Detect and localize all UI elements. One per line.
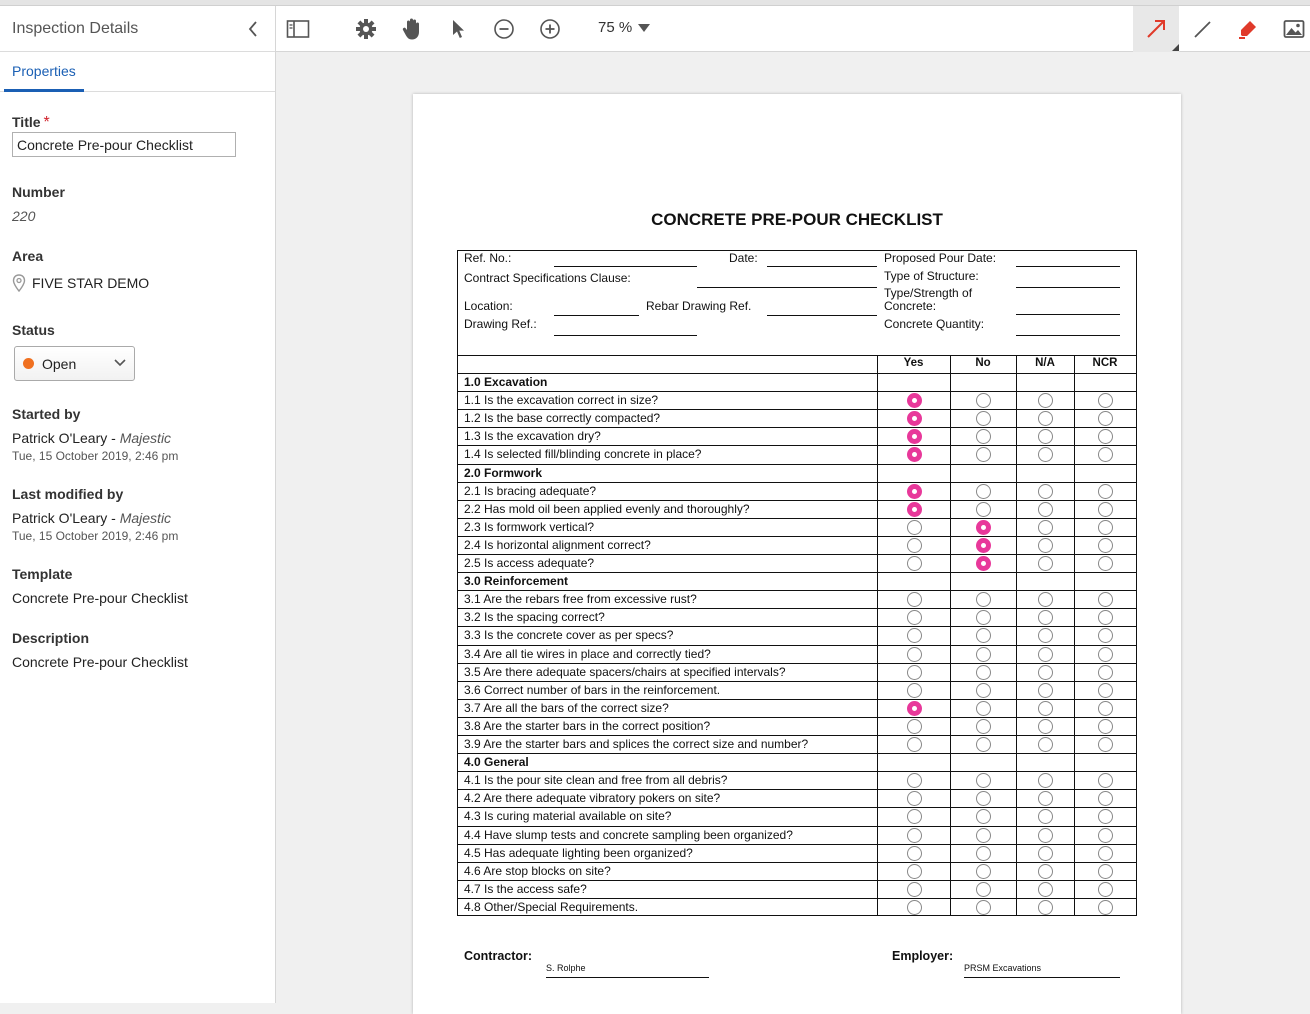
radio-na[interactable] bbox=[1038, 719, 1053, 734]
submenu-corner-icon bbox=[1172, 44, 1179, 51]
radio-no[interactable] bbox=[976, 665, 991, 680]
zoom-out-icon bbox=[493, 18, 515, 40]
row-line bbox=[457, 518, 1137, 519]
drawing-ref-line bbox=[554, 335, 697, 336]
section-heading: 2.0 Formwork bbox=[464, 465, 543, 480]
title-field-label bbox=[12, 114, 50, 132]
last-modified-name: Patrick O'Leary - bbox=[12, 510, 116, 526]
employer-label: Employer: bbox=[892, 949, 954, 963]
radio-no[interactable] bbox=[976, 701, 991, 716]
grid-column-line bbox=[1074, 355, 1075, 915]
hand-icon bbox=[401, 17, 423, 41]
radio-no[interactable] bbox=[976, 411, 991, 426]
radio-ncr[interactable] bbox=[1098, 864, 1113, 879]
radio-na[interactable] bbox=[1038, 737, 1053, 752]
row-line bbox=[457, 373, 1137, 374]
highlighter-icon bbox=[1237, 18, 1259, 40]
table-border-top bbox=[457, 250, 1137, 251]
status-label: Status bbox=[12, 322, 55, 338]
radio-na[interactable] bbox=[1038, 411, 1053, 426]
radio-na[interactable] bbox=[1038, 828, 1053, 843]
radio-ncr[interactable] bbox=[1098, 628, 1113, 643]
drawing-ref-label: Drawing Ref.: bbox=[464, 317, 537, 331]
radio-ncr[interactable] bbox=[1098, 737, 1113, 752]
type-of-structure-line bbox=[1016, 287, 1120, 288]
row-line bbox=[457, 880, 1137, 881]
radio-na[interactable] bbox=[1038, 628, 1053, 643]
table-border-bottom bbox=[457, 915, 1137, 916]
radio-yes[interactable] bbox=[907, 882, 922, 897]
row-line bbox=[457, 409, 1137, 410]
line-icon bbox=[1191, 18, 1213, 40]
contract-clause-line bbox=[697, 287, 877, 288]
last-modified-org: Majestic bbox=[119, 510, 172, 526]
radio-na[interactable] bbox=[1038, 864, 1053, 879]
contractor-line bbox=[546, 977, 709, 978]
radio-na[interactable] bbox=[1038, 538, 1053, 553]
chevron-down-icon bbox=[114, 358, 126, 368]
row-line bbox=[457, 771, 1137, 772]
radio-yes[interactable] bbox=[907, 592, 922, 607]
radio-ncr[interactable] bbox=[1098, 520, 1113, 535]
status-dot-icon bbox=[23, 358, 34, 369]
date-label: Date: bbox=[729, 251, 758, 265]
checklist-question: 3.1 Are the rebars free from excessive rust? bbox=[464, 592, 697, 607]
radio-na[interactable] bbox=[1038, 429, 1053, 444]
proposed-pour-date-line bbox=[1016, 266, 1120, 267]
radio-ncr[interactable] bbox=[1098, 846, 1113, 861]
column-header: NCR bbox=[1092, 357, 1118, 369]
radio-na[interactable] bbox=[1038, 610, 1053, 625]
zoom-level-dropdown[interactable] bbox=[598, 19, 650, 36]
required-mark: * bbox=[43, 114, 50, 131]
number-label: Number bbox=[12, 184, 65, 200]
radio-na[interactable] bbox=[1038, 484, 1053, 499]
row-line bbox=[457, 590, 1137, 591]
radio-no[interactable] bbox=[976, 773, 991, 788]
pointer-icon bbox=[450, 18, 466, 40]
radio-no[interactable] bbox=[976, 610, 991, 625]
radio-yes[interactable] bbox=[907, 701, 922, 716]
radio-na[interactable] bbox=[1038, 701, 1053, 716]
checklist-question: 2.4 Is horizontal alignment correct? bbox=[464, 537, 651, 552]
row-line bbox=[457, 572, 1137, 573]
image-icon bbox=[1283, 19, 1305, 39]
row-line bbox=[457, 554, 1137, 555]
radio-yes[interactable] bbox=[907, 628, 922, 643]
checklist-question: 3.3 Is the concrete cover as per specs? bbox=[464, 628, 674, 643]
radio-no[interactable] bbox=[976, 791, 991, 806]
radio-ncr[interactable] bbox=[1098, 610, 1113, 625]
radio-yes[interactable] bbox=[907, 719, 922, 734]
radio-no[interactable] bbox=[976, 520, 991, 535]
panel-header bbox=[0, 6, 275, 52]
radio-ncr[interactable] bbox=[1098, 701, 1113, 716]
status-dropdown[interactable] bbox=[14, 346, 135, 381]
radio-no[interactable] bbox=[976, 683, 991, 698]
radio-ncr[interactable] bbox=[1098, 592, 1113, 607]
radio-no[interactable] bbox=[976, 447, 991, 462]
radio-na[interactable] bbox=[1038, 882, 1053, 897]
row-line bbox=[457, 807, 1137, 808]
row-line bbox=[457, 898, 1137, 899]
radio-yes[interactable] bbox=[907, 484, 922, 499]
checklist-question: 4.6 Are stop blocks on site? bbox=[464, 863, 611, 878]
radio-ncr[interactable] bbox=[1098, 791, 1113, 806]
type-of-structure-label: Type of Structure: bbox=[884, 269, 979, 283]
row-line bbox=[457, 699, 1137, 700]
radio-na[interactable] bbox=[1038, 447, 1053, 462]
area-row bbox=[12, 274, 149, 292]
checklist-question: 1.3 Is the excavation dry? bbox=[464, 429, 601, 444]
section-heading: 1.0 Excavation bbox=[464, 375, 548, 389]
column-header: N/A bbox=[1035, 357, 1055, 369]
radio-yes[interactable] bbox=[907, 520, 922, 535]
radio-yes[interactable] bbox=[907, 538, 922, 553]
radio-ncr[interactable] bbox=[1098, 719, 1113, 734]
row-line bbox=[457, 391, 1137, 392]
radio-na[interactable] bbox=[1038, 809, 1053, 824]
panel-tabs bbox=[0, 52, 275, 92]
radio-ncr[interactable] bbox=[1098, 882, 1113, 897]
checklist-question: 3.2 Is the spacing correct? bbox=[464, 610, 605, 625]
radio-na[interactable] bbox=[1038, 791, 1053, 806]
concrete-quantity-line bbox=[1016, 335, 1120, 336]
employer-signature: PRSM Excavations bbox=[964, 963, 1042, 973]
table-border-left bbox=[457, 250, 458, 916]
radio-na[interactable] bbox=[1038, 846, 1053, 861]
radio-yes[interactable] bbox=[907, 502, 922, 517]
row-line bbox=[457, 427, 1137, 428]
zoom-level: 75 % bbox=[598, 19, 633, 36]
caret-down-icon bbox=[638, 24, 650, 32]
checklist-question: 1.1 Is the excavation correct in size? bbox=[464, 393, 659, 408]
radio-no[interactable] bbox=[976, 556, 991, 571]
radio-na[interactable] bbox=[1038, 683, 1053, 698]
started-by-name: Patrick O'Leary - bbox=[12, 430, 116, 446]
arrow-icon bbox=[1145, 18, 1167, 40]
zoom-in-button[interactable] bbox=[538, 17, 562, 41]
radio-yes[interactable] bbox=[907, 429, 922, 444]
row-line bbox=[457, 717, 1137, 718]
pan-tool-button[interactable] bbox=[400, 17, 424, 41]
radio-yes[interactable] bbox=[907, 737, 922, 752]
radio-yes[interactable] bbox=[907, 791, 922, 806]
radio-ncr[interactable] bbox=[1098, 502, 1113, 517]
radio-ncr[interactable] bbox=[1098, 773, 1113, 788]
column-header: No bbox=[975, 357, 991, 369]
row-line bbox=[457, 500, 1137, 501]
radio-yes[interactable] bbox=[907, 393, 922, 408]
radio-na[interactable] bbox=[1038, 647, 1053, 662]
radio-yes[interactable] bbox=[907, 665, 922, 680]
radio-na[interactable] bbox=[1038, 393, 1053, 408]
contractor-label: Contractor: bbox=[464, 949, 533, 963]
grid-header-line bbox=[457, 355, 1137, 356]
table-border-right bbox=[1136, 250, 1137, 916]
location-line bbox=[554, 315, 639, 316]
checklist-question: 2.3 Is formwork vertical? bbox=[464, 519, 595, 534]
radio-no[interactable] bbox=[976, 846, 991, 861]
column-header: Yes bbox=[903, 357, 924, 369]
row-line bbox=[457, 482, 1137, 483]
checklist-question: 3.4 Are all tie wires in place and correctly tied? bbox=[464, 646, 711, 661]
description-value: Concrete Pre-pour Checklist bbox=[12, 654, 188, 670]
radio-no[interactable] bbox=[976, 900, 991, 915]
chevron-left-icon bbox=[248, 21, 258, 37]
radio-ncr[interactable] bbox=[1098, 683, 1113, 698]
zoom-in-icon bbox=[539, 18, 561, 40]
radio-ncr[interactable] bbox=[1098, 665, 1113, 680]
radio-no[interactable] bbox=[976, 647, 991, 662]
checklist-question: 4.5 Has adequate lighting been organized? bbox=[464, 845, 693, 860]
radio-ncr[interactable] bbox=[1098, 484, 1113, 499]
gear-icon bbox=[355, 18, 377, 40]
checklist-question: 1.4 Is selected fill/blinding concrete in place? bbox=[464, 447, 702, 462]
checklist-question: 3.8 Are the starter bars in the correct position? bbox=[464, 718, 711, 733]
last-modified-label: Last modified by bbox=[12, 486, 124, 502]
radio-ncr[interactable] bbox=[1098, 828, 1113, 843]
radio-no[interactable] bbox=[976, 864, 991, 879]
radio-ncr[interactable] bbox=[1098, 900, 1113, 915]
location-pin-icon bbox=[12, 274, 26, 292]
started-by-label: Started by bbox=[12, 406, 81, 422]
proposed-pour-date-label: Proposed Pour Date: bbox=[884, 251, 997, 265]
sidebar-toggle-icon bbox=[286, 19, 310, 39]
radio-yes[interactable] bbox=[907, 556, 922, 571]
checklist-question: 2.5 Is access adequate? bbox=[464, 556, 595, 570]
row-line bbox=[457, 536, 1137, 537]
document-title: CONCRETE PRE-POUR CHECKLIST bbox=[651, 210, 943, 229]
checklist-question: 4.2 Are there adequate vibratory pokers on site? bbox=[464, 791, 721, 806]
radio-ncr[interactable] bbox=[1098, 809, 1113, 824]
radio-ncr[interactable] bbox=[1098, 556, 1113, 571]
radio-na[interactable] bbox=[1038, 773, 1053, 788]
radio-no[interactable] bbox=[976, 502, 991, 517]
row-line bbox=[457, 681, 1137, 682]
rebar-drawing-line bbox=[767, 315, 877, 316]
last-modified-user bbox=[12, 510, 171, 526]
row-line bbox=[457, 464, 1137, 465]
radio-no[interactable] bbox=[976, 628, 991, 643]
row-line bbox=[457, 753, 1137, 754]
radio-yes[interactable] bbox=[907, 447, 922, 462]
type-strength-line bbox=[1016, 314, 1120, 315]
radio-no[interactable] bbox=[976, 882, 991, 897]
contractor-signature: S. Rolphe bbox=[546, 963, 586, 973]
number-value: 220 bbox=[12, 208, 36, 224]
radio-no[interactable] bbox=[976, 592, 991, 607]
highlighter-tool-button[interactable] bbox=[1236, 17, 1260, 41]
checklist-question: 4.3 Is curing material available on site? bbox=[464, 809, 672, 824]
section-heading: 3.0 Reinforcement bbox=[464, 574, 569, 589]
inspection-details-panel bbox=[0, 6, 276, 1003]
row-line bbox=[457, 789, 1137, 790]
row-line bbox=[457, 735, 1137, 736]
ref-no-line bbox=[554, 266, 697, 267]
radio-yes[interactable] bbox=[907, 610, 922, 625]
area-value: FIVE STAR DEMO bbox=[32, 275, 150, 291]
rebar-drawing-label: Rebar Drawing Ref. bbox=[646, 299, 752, 313]
title-label: Title bbox=[12, 114, 41, 130]
radio-na[interactable] bbox=[1038, 502, 1053, 517]
row-line bbox=[457, 608, 1137, 609]
concrete-quantity-label: Concrete Quantity: bbox=[884, 317, 985, 331]
template-value: Concrete Pre-pour Checklist bbox=[12, 590, 188, 606]
radio-no[interactable] bbox=[976, 828, 991, 843]
started-by-org: Majestic bbox=[119, 430, 172, 446]
checklist-question: 2.1 Is bracing adequate? bbox=[464, 483, 597, 498]
ref-no-label: Ref. No.: bbox=[464, 251, 512, 265]
row-line bbox=[457, 826, 1137, 827]
row-line bbox=[457, 844, 1137, 845]
radio-yes[interactable] bbox=[907, 647, 922, 662]
row-line bbox=[457, 645, 1137, 646]
row-line bbox=[457, 445, 1137, 446]
template-label: Template bbox=[12, 566, 73, 582]
area-label: Area bbox=[12, 248, 44, 264]
checklist-question: 4.7 Is the access safe? bbox=[464, 881, 587, 896]
radio-ncr[interactable] bbox=[1098, 411, 1113, 426]
zoom-out-button[interactable] bbox=[492, 17, 516, 41]
checklist-question: 4.8 Other/Special Requirements. bbox=[464, 899, 639, 914]
last-modified-date: Tue, 15 October 2019, 2:46 pm bbox=[12, 529, 179, 543]
status-value: Open bbox=[42, 355, 77, 372]
radio-yes[interactable] bbox=[907, 900, 922, 915]
radio-na[interactable] bbox=[1038, 592, 1053, 607]
row-line bbox=[457, 626, 1137, 627]
panel-title: Inspection Details bbox=[12, 19, 139, 37]
radio-na[interactable] bbox=[1038, 665, 1053, 680]
checklist-question: 1.2 Is the base correctly compacted? bbox=[464, 411, 661, 426]
radio-yes[interactable] bbox=[907, 828, 922, 843]
settings-button[interactable] bbox=[354, 17, 378, 41]
tab-properties[interactable]: Properties bbox=[4, 52, 84, 92]
contract-clause-label: Contract Specifications Clause: bbox=[464, 271, 631, 285]
checklist-question: 3.5 Are there adequate spacers/chairs at specified intervals? bbox=[464, 664, 786, 679]
radio-no[interactable] bbox=[976, 538, 991, 553]
radio-ncr[interactable] bbox=[1098, 447, 1113, 462]
sidebar-toggle-button[interactable] bbox=[286, 17, 310, 41]
description-label: Description bbox=[12, 630, 90, 646]
radio-no[interactable] bbox=[976, 393, 991, 408]
insert-image-button[interactable] bbox=[1282, 17, 1306, 41]
section-heading: 4.0 General bbox=[464, 755, 529, 770]
radio-ncr[interactable] bbox=[1098, 647, 1113, 662]
radio-na[interactable] bbox=[1038, 520, 1053, 535]
date-line bbox=[767, 266, 877, 267]
radio-ncr[interactable] bbox=[1098, 538, 1113, 553]
checklist-question: 2.2 Has mold oil been applied evenly and thoroughly? bbox=[464, 501, 750, 516]
radio-no[interactable] bbox=[976, 429, 991, 444]
grid-column-line bbox=[950, 355, 951, 915]
line-tool-button[interactable] bbox=[1190, 17, 1214, 41]
collapse-panel-button[interactable] bbox=[243, 19, 263, 39]
checklist-question: 4.1 Is the pour site clean and free from all debris? bbox=[464, 773, 728, 788]
checklist-question: 3.9 Are the starter bars and splices the correct size and number? bbox=[464, 737, 809, 751]
document-page bbox=[413, 94, 1181, 1014]
location-label: Location: bbox=[464, 299, 513, 313]
radio-yes[interactable] bbox=[907, 846, 922, 861]
checklist-question: 4.4 Have slump tests and concrete sampling been organized? bbox=[464, 827, 793, 842]
title-input[interactable] bbox=[12, 132, 236, 157]
radio-no[interactable] bbox=[976, 809, 991, 824]
viewer-toolbar bbox=[276, 6, 1310, 52]
radio-yes[interactable] bbox=[907, 773, 922, 788]
grid-column-line bbox=[1016, 355, 1017, 915]
radio-yes[interactable] bbox=[907, 411, 922, 426]
arrow-tool-button[interactable] bbox=[1144, 17, 1168, 41]
radio-na[interactable] bbox=[1038, 556, 1053, 571]
started-by-user bbox=[12, 430, 171, 446]
checklist-question: 3.6 Correct number of bars in the reinforcement. bbox=[464, 682, 721, 697]
employer-line bbox=[964, 977, 1120, 978]
radio-yes[interactable] bbox=[907, 809, 922, 824]
started-date: Tue, 15 October 2019, 2:46 pm bbox=[12, 449, 179, 463]
row-line bbox=[457, 862, 1137, 863]
radio-yes[interactable] bbox=[907, 683, 922, 698]
grid-column-line bbox=[877, 355, 878, 915]
type-strength-label-2: Concrete: bbox=[884, 299, 937, 313]
radio-no[interactable] bbox=[976, 484, 991, 499]
radio-yes[interactable] bbox=[907, 864, 922, 879]
select-tool-button[interactable] bbox=[446, 17, 470, 41]
radio-no[interactable] bbox=[976, 719, 991, 734]
checklist-question: 3.7 Are all the bars of the correct size? bbox=[464, 700, 669, 715]
radio-ncr[interactable] bbox=[1098, 393, 1113, 408]
radio-no[interactable] bbox=[976, 737, 991, 752]
radio-na[interactable] bbox=[1038, 900, 1053, 915]
row-line bbox=[457, 663, 1137, 664]
radio-ncr[interactable] bbox=[1098, 429, 1113, 444]
type-strength-label-1: Type/Strength of bbox=[884, 286, 973, 300]
